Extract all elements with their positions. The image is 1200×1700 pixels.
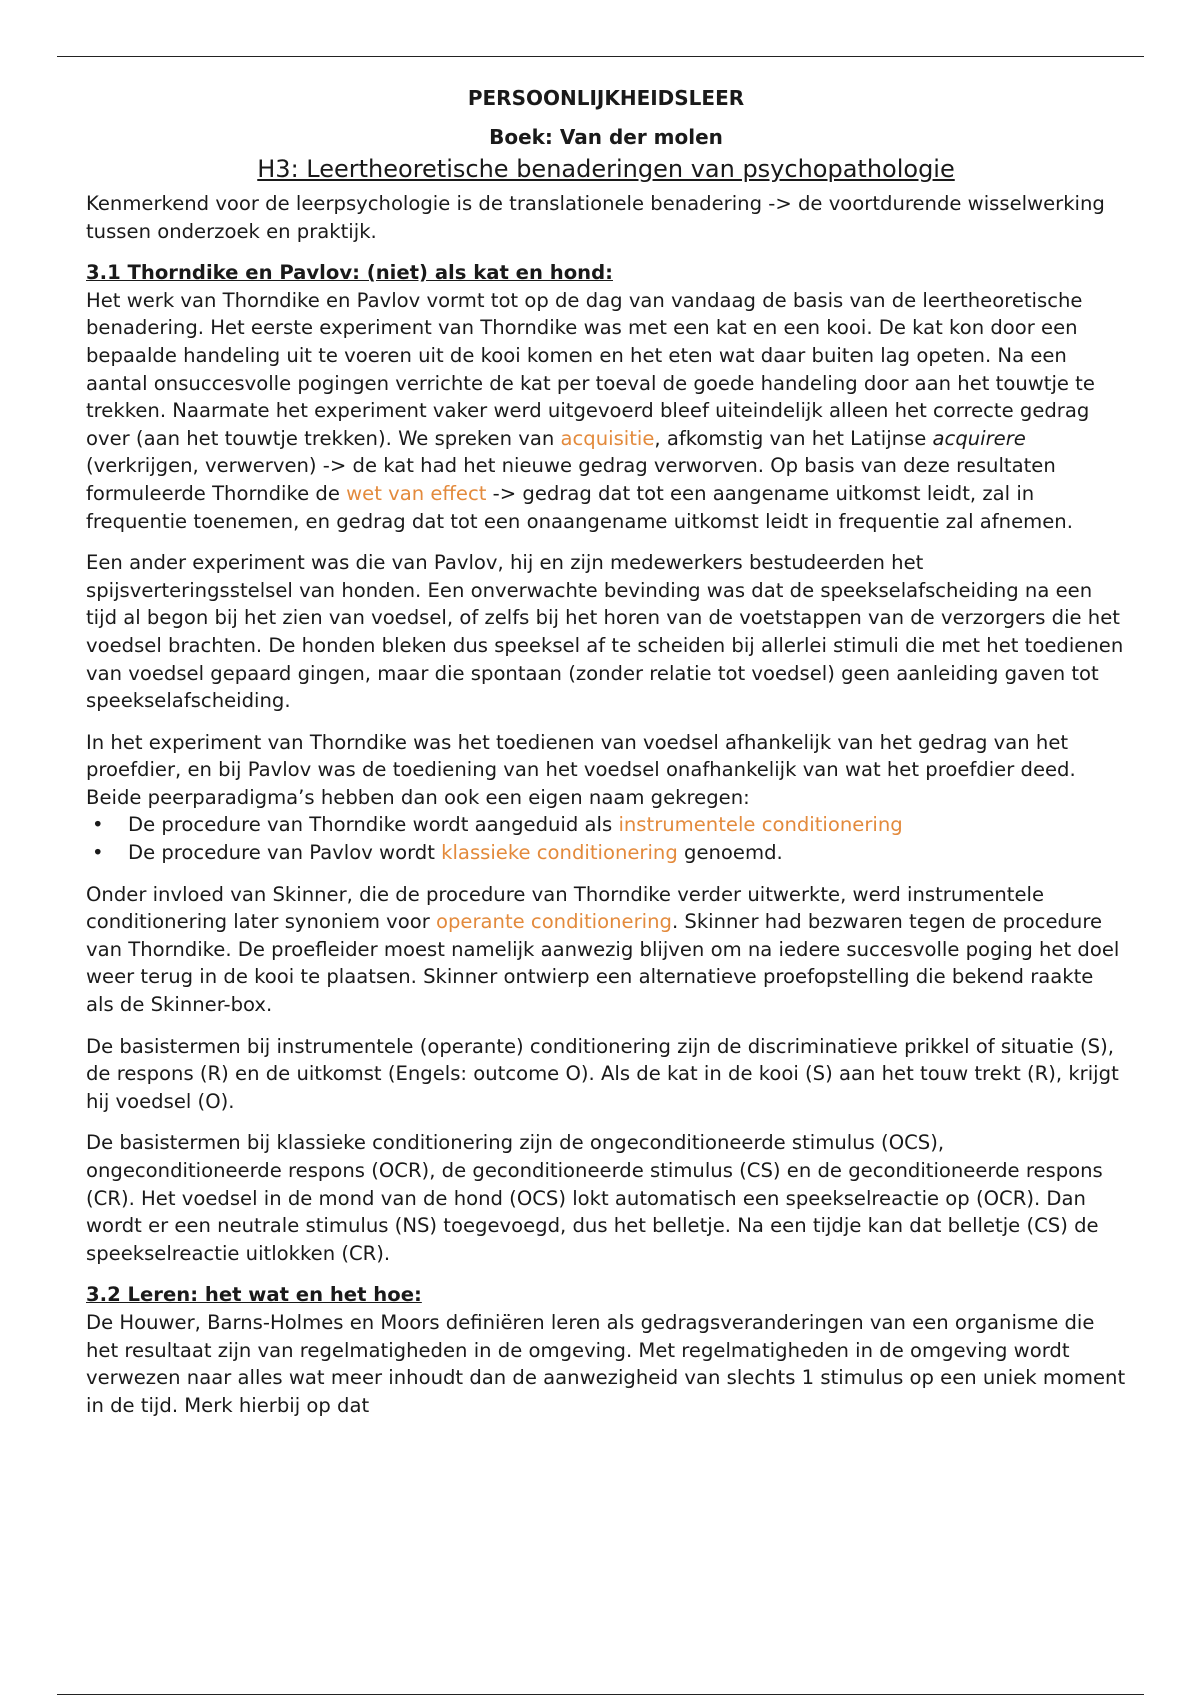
term-wet-van-effect: wet van effect [346,481,487,505]
top-rule [57,56,1144,57]
text-run: De procedure van Pavlov wordt [128,841,442,865]
bottom-rule [57,1694,1144,1695]
text-run: -> gedrag dat tot een aangename uitkomst leidt, zal in frequentie toenemen, en gedrag dat tot een onaangename uitkomst leidt in frequentie zal afnemen. [86,481,1073,533]
list-item [86,811,1126,839]
list-item [86,839,1126,867]
text-run: (verkrijgen, verwerven) -> de kat had het nieuwe gedrag verworven. Op basis van deze resultaten formuleerde Thorndike de [86,454,1056,505]
paragraph-classical-terms: De basistermen bij klassieke conditionering zijn de ongeconditioneerde stimulus (OCS), ongeconditioneerde respons (OCR), de geconditioneerde stimulus (CS) en de geconditioneerde respons (CR). Het voedsel in de mond van de hond (OCS) lokt automatisch een speekselreactie op (OCR). Dan wordt er een neutrale stimulus (NS) toegevoegd, dus het belletje. Na een tijdje kan dat belletje (CS) de speekselreactie uitlokken (CR). [86,1131,1103,1265]
bullet-icon: • [92,841,104,865]
paragraph-comparison: In het experiment van Thorndike was het toedienen van voedsel afhankelijk van het gedrag van het proefdier, en bij Pavlov was de toediening van het voedsel onafhankelijk van wat het proefdier deed. Beide peerparadigma’s hebben dan ook een eigen naam gekregen: [86,730,1076,809]
term-klassieke-conditionering: klassieke conditionering [441,841,678,865]
text-run: genoemd. [677,841,783,865]
text-run: Onder invloed van Skinner, die de procedure van Thorndike verder uitwerkte, werd instrumentele conditionering later synoniem voor [86,882,1045,934]
paragraph-instrumental-terms: De basistermen bij instrumentele (operante) conditionering zijn de discriminatieve prikkel of situatie (S), de respons (R) en de uitkomst (Engels: outcome O). Als de kat in de kooi (S) aan het touw trekt (R), krijgt hij voedsel (O). [86,1034,1119,1113]
paragraph-pavlov: Een ander experiment was die van Pavlov, hij en zijn medewerkers bestudeerden het spijsverteringsstelsel van honden. Een onverwachte bevinding was dat de speekselafscheiding na een tijd al begon bij het zien van voedsel, of zelfs bij het horen van de voetstappen van de verzorgers die het voedsel brachten. De honden bleken dus speeksel af te scheiden bij allerlei stimuli die met het toedienen van voedsel gepaard gingen, maar die spontaan (zonder relatie tot voedsel) geen aanleiding gaven tot speekselafscheiding. [86,551,1124,713]
document-title: PERSOONLIJKHEIDSLEER [467,86,745,110]
text-run: De procedure van Thorndike wordt aangeduid als [128,813,619,837]
paragraph-thorndike [86,287,1126,535]
term-operante-conditionering: operante conditionering [436,910,672,934]
text-run: , afkomstig van het Latijnse [654,426,933,450]
bullet-icon: • [92,813,104,837]
latin-term: acquirere [932,426,1026,450]
term-instrumentele-conditionering: instrumentele conditionering [618,813,903,837]
section-heading-3-2: 3.2 Leren: het wat en het hoe: [86,1283,422,1307]
section-heading-3-1: 3.1 Thorndike en Pavlov: (niet) als kat en hond: [86,261,613,285]
intro-paragraph: Kenmerkend voor de leerpsychologie is de translationele benadering -> de voortdurende wisselwerking tussen onderzoek en praktijk. [86,192,1105,243]
paragraph-learning-definition: De Houwer, Barns-Holmes en Moors definiëren leren als gedragsveranderingen van een organisme die het resultaat zijn van regelmatigheden in de omgeving. Met regelmatigheden in de omgeving wordt verwezen naar alles wat meer inhoudt dan de aanwezigheid van slechts 1 stimulus op een uniek moment in de tijd. Merk hierbij op dat [86,1310,1126,1417]
text-run: Het werk van Thorndike en Pavlov vormt tot op de dag van vandaag de basis van de leertheoretische benadering. Het eerste experiment van Thorndike was met een kat en een kooi. De kat kon door een bepaalde handeling uit te voeren uit de kooi komen en het eten wat daar buiten lag opeten. Na een aantal onsuccesvolle pogingen verrichte de kat per toeval de goede handeling door aan het touwtje te trekken. Naarmate het experiment vaker werd uitgevoerd bleef uiteindelijk alleen het correcte gedrag over (aan het touwtje trekken). We spreken van [86,288,1095,450]
term-acquisitie: acquisitie [560,426,655,450]
bullet-list [86,811,1126,866]
document-page [86,80,1126,1433]
book-title: Boek: Van der molen [489,125,723,149]
chapter-title: H3: Leertheoretische benaderingen van psychopathologie [257,155,955,183]
text-run: . Skinner had bezwaren tegen de procedure van Thorndike. De proefleider moest namelijk aanwezig blijven om na iedere succesvolle poging het doel weer terug in de kooi te plaatsen. Skinner ontwierp een alternatieve proefopstelling die bekend raakte als de Skinner-box. [86,910,1120,1017]
paragraph-skinner [86,881,1126,1019]
